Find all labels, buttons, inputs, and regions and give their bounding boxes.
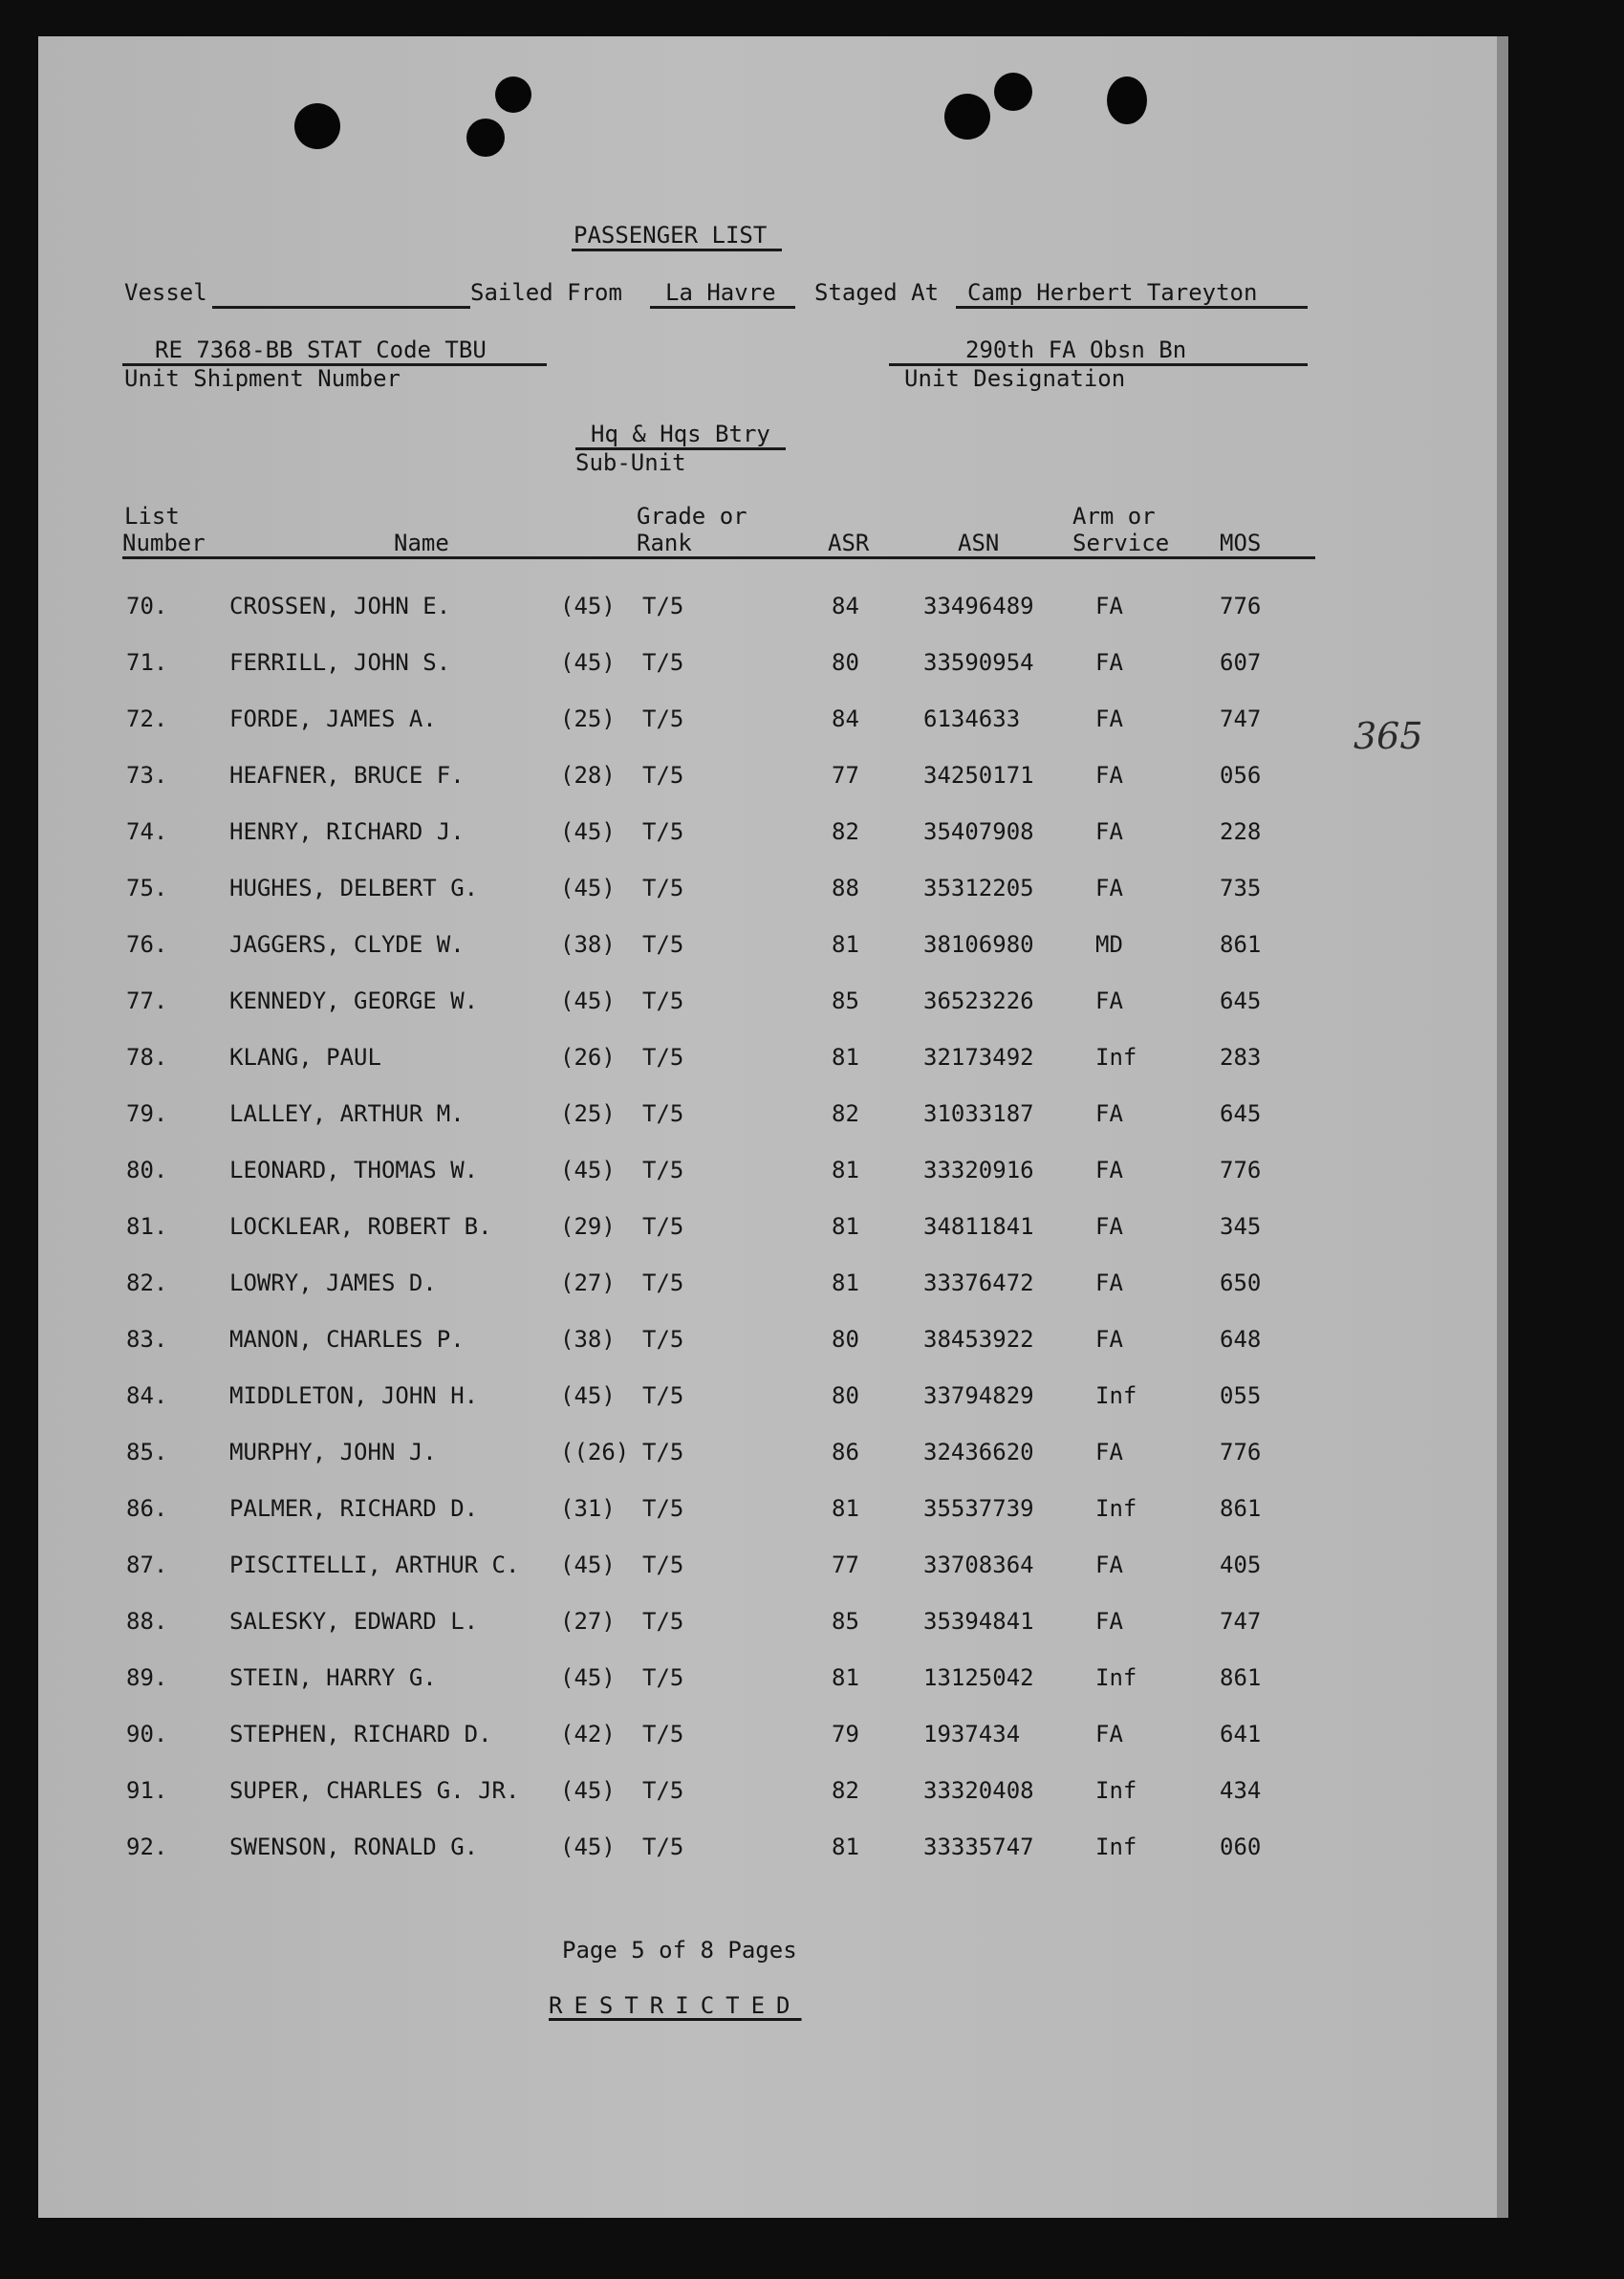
sailed-from-value: La Havre [665,279,776,306]
cell-age: (26) [560,1044,616,1071]
cell-age: (42) [560,1721,616,1747]
cell-asn: 33335747 [923,1834,1034,1860]
cell-num: 81. [126,1213,168,1240]
cell-rank: T/5 [642,762,684,789]
cell-name: LEONARD, THOMAS W. [229,1157,479,1183]
cell-name: KLANG, PAUL [229,1044,381,1071]
cell-arm: FA [1095,1213,1123,1240]
cell-mos: 645 [1220,988,1262,1014]
cell-num: 89. [126,1664,168,1691]
cell-mos: 607 [1220,649,1262,676]
cell-mos: 861 [1220,1495,1262,1522]
cell-mos: 283 [1220,1044,1262,1071]
vessel-label: Vessel [124,279,207,306]
table-row [38,818,1508,857]
page-title: PASSENGER LIST [574,222,768,249]
cell-arm: Inf [1095,1382,1137,1409]
cell-age: (38) [560,1326,616,1353]
shipment-number-label: Unit Shipment Number [124,365,401,392]
cell-asr: 84 [832,705,859,732]
col-list-number-line1: List [124,503,180,530]
cell-num: 76. [126,931,168,958]
cell-num: 83. [126,1326,168,1353]
col-grade-line1: Grade or [637,503,747,530]
cell-asr: 81 [832,1213,859,1240]
cell-mos: 641 [1220,1721,1262,1747]
cell-asr: 81 [832,1664,859,1691]
cell-name: HUGHES, DELBERT G. [229,875,479,901]
cell-asn: 32436620 [923,1439,1034,1465]
cell-asn: 33320408 [923,1777,1034,1804]
cell-arm: FA [1095,762,1123,789]
cell-asn: 33496489 [923,593,1034,619]
cell-num: 92. [126,1834,168,1860]
cell-arm: FA [1095,1721,1123,1747]
cell-rank: T/5 [642,988,684,1014]
col-mos: MOS [1220,530,1262,556]
cell-rank: T/5 [642,1664,684,1691]
table-row [38,1721,1508,1759]
title-underline [572,249,782,251]
cell-mos: 055 [1220,1382,1262,1409]
cell-rank: T/5 [642,1157,684,1183]
cell-arm: FA [1095,1439,1123,1465]
cell-age: (45) [560,593,616,619]
cell-mos: 060 [1220,1834,1262,1860]
cell-rank: T/5 [642,705,684,732]
cell-asr: 80 [832,1382,859,1409]
cell-num: 74. [126,818,168,845]
cell-name: HENRY, RICHARD J. [229,818,465,845]
cell-num: 85. [126,1439,168,1465]
cell-name: FORDE, JAMES A. [229,705,437,732]
cell-num: 80. [126,1157,168,1183]
cell-name: SUPER, CHARLES G. JR. [229,1777,520,1804]
punch-hole [466,119,505,157]
cell-name: CROSSEN, JOHN E. [229,593,451,619]
cell-asn: 35394841 [923,1608,1034,1635]
sub-unit-value: Hq & Hqs Btry [591,421,770,447]
cell-asn: 33708364 [923,1552,1034,1578]
cell-arm: Inf [1095,1664,1137,1691]
cell-mos: 735 [1220,875,1262,901]
cell-mos: 648 [1220,1326,1262,1353]
cell-asr: 79 [832,1721,859,1747]
cell-arm: FA [1095,988,1123,1014]
cell-asr: 77 [832,762,859,789]
page-indicator: Page 5 of 8 Pages [562,1937,797,1964]
cell-name: STEPHEN, RICHARD D. [229,1721,492,1747]
cell-arm: FA [1095,1270,1123,1296]
cell-arm: FA [1095,705,1123,732]
sailed-from-label: Sailed From [470,279,622,306]
cell-asr: 82 [832,1777,859,1804]
cell-asn: 33794829 [923,1382,1034,1409]
punch-hole [495,76,531,113]
staged-at-value: Camp Herbert Tareyton [967,279,1258,306]
staged-at-label: Staged At [814,279,940,306]
cell-rank: T/5 [642,1777,684,1804]
cell-num: 70. [126,593,168,619]
cell-age: (45) [560,1664,616,1691]
handwritten-number: 365 [1353,715,1423,757]
cell-arm: FA [1095,875,1123,901]
cell-age: (27) [560,1270,616,1296]
cell-name: FERRILL, JOHN S. [229,649,451,676]
table-row [38,593,1508,631]
cell-asr: 86 [832,1439,859,1465]
cell-mos: 861 [1220,1664,1262,1691]
table-row [38,1270,1508,1308]
col-arm-line2: Service [1072,530,1170,556]
col-grade-line2: Rank [637,530,692,556]
col-arm-line1: Arm or [1072,503,1156,530]
cell-asr: 77 [832,1552,859,1578]
cell-name: KENNEDY, GEORGE W. [229,988,479,1014]
cell-age: (45) [560,875,616,901]
unit-designation-value: 290th FA Obsn Bn [965,336,1187,363]
cell-asn: 35407908 [923,818,1034,845]
shipment-number-value: RE 7368-BB STAT Code TBU [155,336,487,363]
table-row [38,1552,1508,1590]
cell-name: LOWRY, JAMES D. [229,1270,437,1296]
cell-asn: 1937434 [923,1721,1021,1747]
cell-name: JAGGERS, CLYDE W. [229,931,465,958]
cell-num: 82. [126,1270,168,1296]
cell-rank: T/5 [642,1608,684,1635]
cell-rank: T/5 [642,1834,684,1860]
cell-asn: 6134633 [923,705,1021,732]
cell-arm: FA [1095,649,1123,676]
cell-asr: 81 [832,931,859,958]
cell-asn: 13125042 [923,1664,1034,1691]
cell-age: (38) [560,931,616,958]
cell-name: MIDDLETON, JOHN H. [229,1382,479,1409]
cell-age: (45) [560,818,616,845]
cell-asr: 81 [832,1044,859,1071]
cell-mos: 776 [1220,1157,1262,1183]
cell-name: MURPHY, JOHN J. [229,1439,437,1465]
cell-mos: 434 [1220,1777,1262,1804]
table-row [38,1608,1508,1646]
cell-asn: 33320916 [923,1157,1034,1183]
table-row [38,1439,1508,1477]
cell-name: LOCKLEAR, ROBERT B. [229,1213,492,1240]
cell-name: SALESKY, EDWARD L. [229,1608,479,1635]
cell-asn: 34250171 [923,762,1034,789]
sailed-from-underline [650,306,795,309]
cell-asn: 33376472 [923,1270,1034,1296]
table-row [38,1834,1508,1872]
cell-asn: 31033187 [923,1100,1034,1127]
cell-arm: FA [1095,818,1123,845]
cell-arm: Inf [1095,1777,1137,1804]
cell-mos: 650 [1220,1270,1262,1296]
cell-arm: FA [1095,1608,1123,1635]
cell-arm: Inf [1095,1495,1137,1522]
cell-mos: 747 [1220,1608,1262,1635]
cell-num: 86. [126,1495,168,1522]
table-row [38,1382,1508,1421]
table-row [38,649,1508,687]
cell-num: 78. [126,1044,168,1071]
cell-age: (25) [560,1100,616,1127]
cell-mos: 405 [1220,1552,1262,1578]
punch-hole [294,103,340,149]
cell-asr: 80 [832,1326,859,1353]
cell-num: 73. [126,762,168,789]
cell-age: (45) [560,1777,616,1804]
cell-arm: FA [1095,1326,1123,1353]
cell-age: (31) [560,1495,616,1522]
cell-rank: T/5 [642,649,684,676]
table-row [38,1495,1508,1533]
cell-mos: 645 [1220,1100,1262,1127]
cell-mos: 861 [1220,931,1262,958]
punch-hole [1107,76,1147,124]
table-row [38,705,1508,744]
table-row [38,875,1508,913]
cell-asn: 33590954 [923,649,1034,676]
cell-rank: T/5 [642,875,684,901]
cell-age: (45) [560,1157,616,1183]
table-row [38,931,1508,969]
table-row [38,1213,1508,1251]
cell-asn: 35537739 [923,1495,1034,1522]
cell-num: 71. [126,649,168,676]
staged-at-underline [956,306,1308,309]
cell-rank: T/5 [642,1044,684,1071]
cell-asr: 85 [832,1608,859,1635]
cell-name: MANON, CHARLES P. [229,1326,465,1353]
table-row [38,1777,1508,1815]
cell-mos: 747 [1220,705,1262,732]
cell-age: (45) [560,1382,616,1409]
col-asn: ASN [958,530,1000,556]
table-row [38,1664,1508,1703]
cell-asr: 82 [832,1100,859,1127]
cell-rank: T/5 [642,1382,684,1409]
cell-asn: 35312205 [923,875,1034,901]
cell-num: 87. [126,1552,168,1578]
cell-asr: 82 [832,818,859,845]
cell-arm: Inf [1095,1834,1137,1860]
cell-asr: 80 [832,649,859,676]
cell-rank: T/5 [642,931,684,958]
col-list-number-line2: Number [122,530,206,556]
cell-name: PALMER, RICHARD D. [229,1495,479,1522]
cell-name: SWENSON, RONALD G. [229,1834,479,1860]
cell-rank: T/5 [642,1439,684,1465]
cell-num: 91. [126,1777,168,1804]
cell-asr: 81 [832,1270,859,1296]
cell-mos: 056 [1220,762,1262,789]
cell-asn: 32173492 [923,1044,1034,1071]
cell-mos: 776 [1220,1439,1262,1465]
vessel-underline [212,306,470,309]
table-row [38,1044,1508,1082]
table-row [38,988,1508,1026]
document-page [38,36,1508,2218]
cell-asr: 84 [832,593,859,619]
cell-rank: T/5 [642,818,684,845]
cell-asn: 36523226 [923,988,1034,1014]
cell-num: 75. [126,875,168,901]
cell-arm: FA [1095,593,1123,619]
cell-age: (29) [560,1213,616,1240]
cell-mos: 776 [1220,593,1262,619]
cell-num: 77. [126,988,168,1014]
cell-age: (28) [560,762,616,789]
cell-rank: T/5 [642,1270,684,1296]
cell-name: LALLEY, ARTHUR M. [229,1100,465,1127]
cell-asr: 88 [832,875,859,901]
cell-rank: T/5 [642,1721,684,1747]
cell-arm: FA [1095,1552,1123,1578]
cell-rank: T/5 [642,1495,684,1522]
cell-asn: 38106980 [923,931,1034,958]
sub-unit-label: Sub-Unit [575,449,686,476]
punch-hole [944,94,990,140]
cell-rank: T/5 [642,1552,684,1578]
cell-age: (27) [560,1608,616,1635]
table-row [38,1326,1508,1364]
cell-rank: T/5 [642,1100,684,1127]
cell-num: 84. [126,1382,168,1409]
cell-arm: FA [1095,1100,1123,1127]
col-name: Name [394,530,449,556]
cell-age: (45) [560,988,616,1014]
cell-rank: T/5 [642,1326,684,1353]
cell-age: (45) [560,649,616,676]
cell-age: (45) [560,1834,616,1860]
cell-mos: 228 [1220,818,1262,845]
cell-age: ((26) [560,1439,630,1465]
cell-num: 79. [126,1100,168,1127]
cell-asr: 85 [832,988,859,1014]
cell-age: (45) [560,1552,616,1578]
cell-num: 72. [126,705,168,732]
table-row [38,1157,1508,1195]
cell-asn: 34811841 [923,1213,1034,1240]
cell-mos: 345 [1220,1213,1262,1240]
cell-num: 90. [126,1721,168,1747]
cell-asr: 81 [832,1495,859,1522]
unit-designation-label: Unit Designation [904,365,1126,392]
cell-arm: FA [1095,1157,1123,1183]
cell-asn: 38453922 [923,1326,1034,1353]
cell-asr: 81 [832,1157,859,1183]
cell-rank: T/5 [642,1213,684,1240]
cell-name: PISCITELLI, ARTHUR C. [229,1552,520,1578]
cell-num: 88. [126,1608,168,1635]
classification-marking: RESTRICTED [549,1992,802,2019]
col-asr: ASR [828,530,870,556]
cell-rank: T/5 [642,593,684,619]
table-row [38,762,1508,800]
table-row [38,1100,1508,1139]
punch-hole [994,73,1032,111]
cell-name: HEAFNER, BRUCE F. [229,762,465,789]
cell-arm: MD [1095,931,1123,958]
cell-age: (25) [560,705,616,732]
cell-arm: Inf [1095,1044,1137,1071]
cell-asr: 81 [832,1834,859,1860]
cell-name: STEIN, HARRY G. [229,1664,437,1691]
header-underline [122,556,1315,559]
